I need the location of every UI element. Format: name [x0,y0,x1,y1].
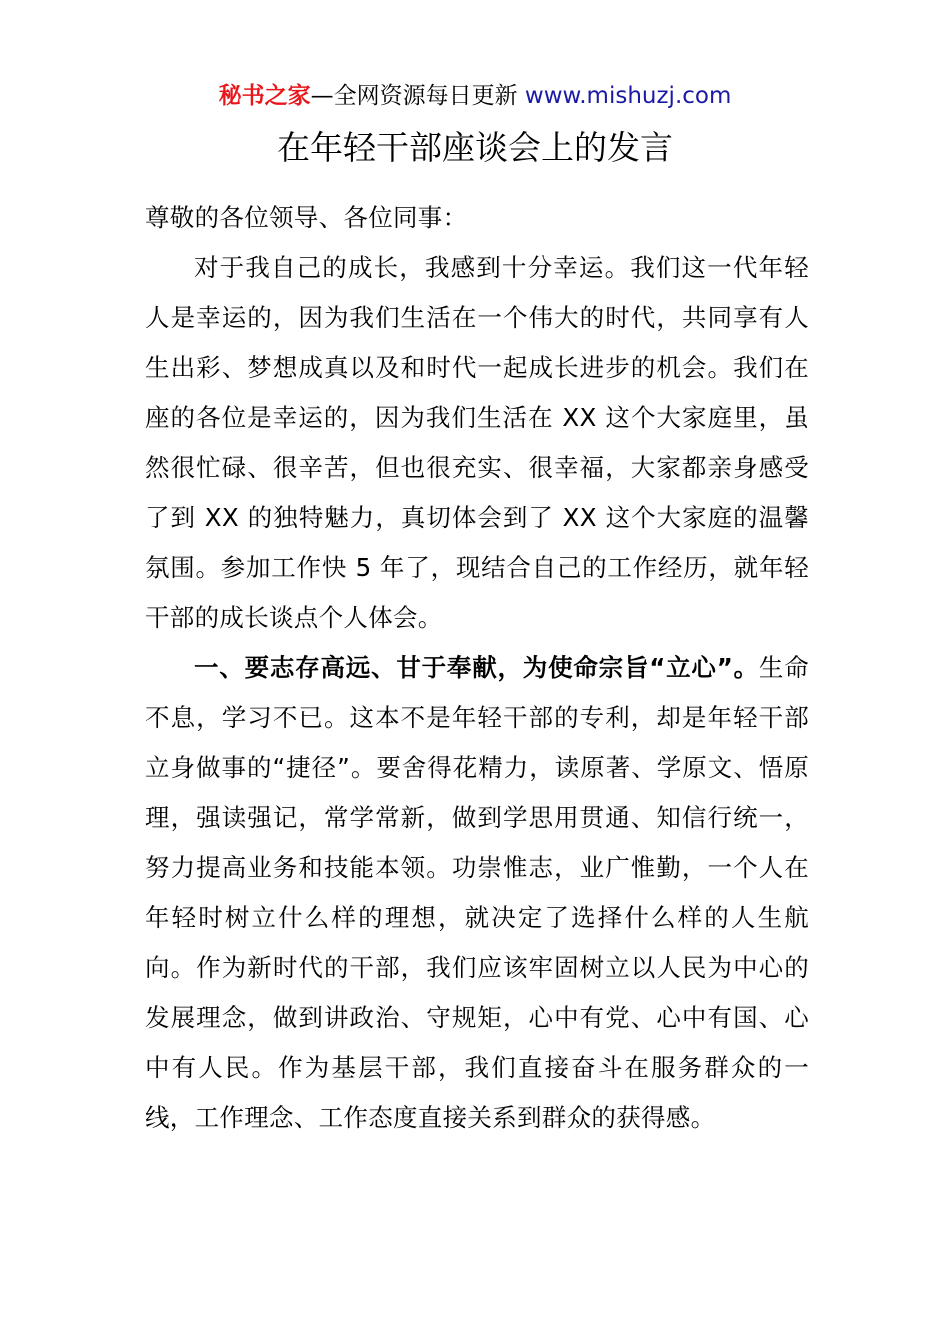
section-1-body: 生命不息，学习不已。这本不是年轻干部的专利，却是年轻干部立身做事的“捷径”。要舍得花精力，读原著、学原文、悟原理，强读强记，常学常新，做到学思用贯通、知信行统一，努力提高业务和技能本领。功崇惟志，业广惟勤，一个人在年轻时树立什么样的理想，就决定了选择什么样的人生航向。作为新时代的干部，我们应该牢固树立以人民为中心的发展理念，做到讲政治、守规矩，心中有党、心中有国、心中有人民。作为基层干部，我们直接奋斗在服务群众的一线，工作理念、工作态度直接关系到群众的获得感。 [145,653,809,1132]
banner-url-link[interactable]: www.mishuzj.com [524,83,732,109]
document-title: 在年轻干部座谈会上的发言 [277,128,673,167]
paragraph-intro: 对于我自己的成长，我感到十分幸运。我们这一代年轻人是幸运的，因为我们生活在一个伟大的时代，共同享有人生出彩、梦想成真以及和时代一起成长进步的机会。我们在座的各位是幸运的，因为我们生活在 XX 这个大家庭里，虽然很忙碌、很辛苦，但也很充实、很幸福，大家都亲身感受了到 XX 的独特魅力，真切体会到了 XX 这个大家庭的温馨氛围。参加工作快 5 年了，现结合自己的工作经历，就年轻干部的成长谈点个人体会。 [145,253,809,632]
document-body [145,193,809,1143]
site-banner [0,80,950,112]
section-1-heading: 一、要志存高远、甘于奉献，为使命宗旨“立心”。 [194,653,759,682]
banner-tagline: —全网资源每日更新 [310,83,525,109]
section-1-paragraph [145,643,809,1143]
banner-brand: 秘书之家 [218,83,311,109]
salutation: 尊敬的各位领导、各位同事： [145,203,468,232]
